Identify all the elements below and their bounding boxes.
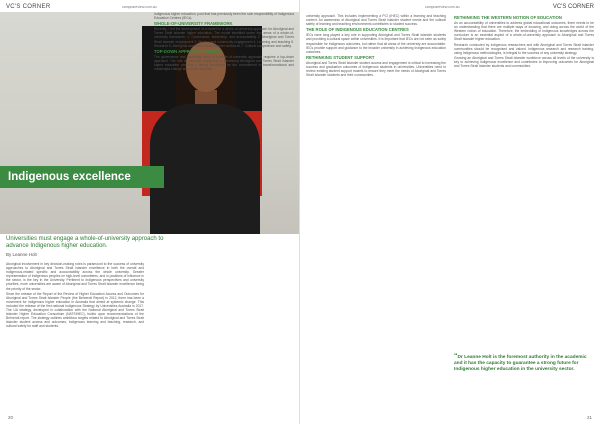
body-paragraph: Growing an Aboriginal and Torres Strait Islander workforce across all levels of the university is key to achieving Indigenous excellence and contributes to improving outcomes for Aboriginal and Torres Strait Islander students and communities. — [454, 55, 594, 69]
section-heading: RETHINKING STUDENT SUPPORT — [306, 54, 375, 60]
section-heading: THE ROLE OF INDIGENOUS EDUCATION CENTRES — [306, 27, 409, 33]
article-title: Indigenous excellence — [0, 166, 164, 188]
body-paragraph: Recently, I led the development of a model for a whole-of-university approach for Aboriginal and Torres Strait Islander higher education. The model identified seven key areas of a whole-of-university framework: 1. Governance, leadership, and accountability 2. Aboriginal and Torres Strait Islander employment 3. Student and community engagement 4. Learning and teaching 5. Research 6. Aboriginal and Torres Strait Islander workforce 7. Cultural competence and safety. — [154, 27, 294, 48]
section-tag: VC'S CORNER — [552, 4, 594, 10]
section-heading: RETHINKING THE WESTERN NOTION OF EDUCATION — [454, 15, 562, 20]
text-column-1 — [6, 262, 144, 412]
body-paragraph: Indigenous higher education, post that has previously been the sole responsibility of Indigenous Education Centres (IECs). — [154, 12, 294, 21]
page-number: 21 — [586, 415, 592, 420]
body-paragraph: IECs have long played a key role in supporting Aboriginal and Torres Strait Islander students and providing a cultural space within universities. It is important that IECs are not seen as solely responsible for Indigenous outcomes, but rather that all areas of the university are accountable. IECs provide support and guidance to the broader university in achieving Indigenous education outcomes. — [306, 33, 446, 54]
site-url: campusreview.com.au — [425, 5, 460, 9]
body-paragraph: Aboriginal involvement in key decision-making roles is paramount to the success of university approaches to Aboriginal and Torres Strait Islander excellence in both the overall and Indigenous-related specific and accountability across the whole university. Greater representation of Indigenous peoples on high-level committees, and in positions of influence in the sector, is the key in the University. Pertinent to Indigenous perspectives and university priorities, more universities are aware of Aboriginal and Torres Strait Islander excellence being the priority of the sector. — [6, 262, 144, 291]
site-url: campusreview.com.au — [122, 5, 157, 9]
article-subtitle: Universities must engage a whole-of-university approach to advance Indigenous higher education. — [6, 236, 164, 249]
byline: By Leanne Holt — [6, 252, 37, 257]
body-paragraph: As an accountability of universities to address global educational outcomes, there needs to be an understanding that there are multiple ways of knowing, and doing across the world of the Western notion of education. Therefore, the embedding of Indigenous knowledges across the curriculum is an essential aspect of a whole-of-university approach to Aboriginal and Torres Strait Islander higher education. — [454, 21, 594, 42]
body-paragraph: Research conducted by Indigenous researchers and with Aboriginal and Torres Strait Islander communities should be recognised and valued. Indigenous research and research training, using Indigenous methodologies, is integral to the success of any university strategy. — [454, 42, 594, 55]
body-paragraph: Aboriginal and Torres Strait Islander student access and engagement is critical to increasing the success and graduation outcomes of Indigenous students in universities. Universities need to review existing student support models to ensure they meet the needs of Aboriginal and Torres Strait Islander students and their communities. — [306, 60, 446, 78]
page-header — [300, 0, 600, 14]
text-column-1 — [306, 14, 446, 412]
section-tag: VC'S CORNER — [6, 4, 51, 10]
right-page — [300, 0, 600, 424]
body-paragraph: Since the release of the Report of the Review of Higher Education Access and Outcomes for Aboriginal and Torres Strait Islander People (the Behrendt Report) in 2012, there has been a movement for Indigenous higher education in Australia that aimed at systemic change. This included the release of the first national Indigenous Strategy by Universities Australia in 2017. The UA strategy, developed in collaboration with the National Aboriginal and Torres Strait Islander Higher Education Consortium (NATSIHEC), builds upon recommendations of the Behrendt report. The strategy outlines ambitious targets related to Aboriginal and Torres Strait Islander student access and outcomes, Indigenous learning and teaching, research, and cultural safety for staff and students. — [6, 291, 144, 329]
text-column-2 — [154, 12, 294, 412]
section-heading: TOP-DOWN APPROACH NEEDED — [154, 48, 221, 54]
section-heading: WHOLE-OF-UNIVERSITY FRAMEWORK — [154, 21, 233, 27]
page-number: 20 — [8, 415, 14, 420]
body-paragraph: The governance and leadership area of a whole-of-university approach requires a top-down approach. The role of university leadership in advancing Aboriginal and Torres Strait Islander higher education provides a strong foundation for the commitment to transformational and meaningful change across the university. — [154, 54, 294, 72]
body-paragraph: university approach. This includes implementing a PCI (IHEC) within a learning and teaching context. An awareness of Aboriginal and Torres Strait Islander student needs and the cultural safety of learning and teaching environments contributes to student success. — [306, 14, 446, 27]
pull-quote: “Dr Leanne Holt is the foremost authority in the academic and it has the capacity to guarantee a strong future for Indigenous higher education in the university sector. — [454, 353, 587, 372]
text-column-2 — [454, 14, 594, 348]
